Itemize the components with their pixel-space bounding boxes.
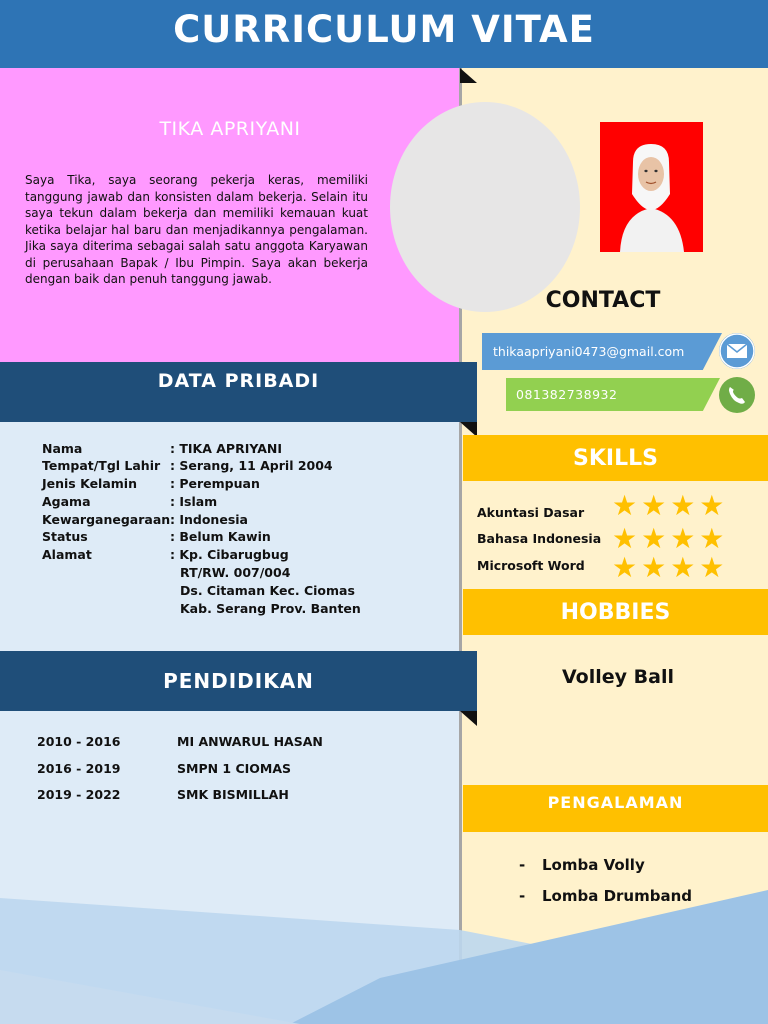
personal-data-label: Agama [42, 494, 91, 509]
list-dash: - [519, 887, 526, 905]
education-school: SMK BISMILLAH [177, 787, 289, 802]
address-line: Kab. Serang Prov. Banten [180, 601, 361, 616]
data-pribadi-title: DATA PRIBADI [157, 370, 320, 392]
hobby-item: Volley Ball [562, 666, 674, 688]
star-rating-icon: ★★★★ [612, 522, 729, 555]
education-years: 2019 - 2022 [37, 787, 121, 802]
skill-name: Akuntasi Dasar [477, 505, 585, 520]
profile-summary: Saya Tika, saya seorang pekerja keras, memiliki tanggung jawab dan konsisten dalam bekerja. Selain itu saya tekun dalam bekerja dan memiliki kemauan kuat ketika belajar hal baru dan menjadikannya pengalaman. Jika saya diterima sebagai salah satu anggota Karyawan di perusahaan Bapak / Ibu Pimpin. Saya akan bekerja dengan baik dan penuh tanggung jawab. [25, 173, 368, 286]
band-fold-corner [460, 711, 477, 726]
phone-icon [719, 377, 755, 413]
personal-data-label: Nama [42, 441, 83, 456]
pendidikan-title: PENDIDIKAN [163, 669, 314, 693]
education-years: 2016 - 2019 [37, 761, 121, 776]
personal-data-value: : Kp. Cibarugbug [170, 547, 289, 562]
education-years: 2010 - 2016 [37, 734, 121, 749]
list-dash: - [519, 856, 526, 874]
band-fold-corner [460, 68, 477, 83]
personal-data-label: Tempat/Tgl Lahir [42, 458, 161, 473]
experience-label: Lomba Drumband [542, 887, 693, 905]
star-rating-icon: ★★★★ [612, 551, 729, 584]
personal-data-label: Alamat [42, 547, 92, 562]
personal-data-label: Kewarganegaraan [42, 512, 171, 527]
pengalaman-title: PENGALAMAN [547, 793, 684, 812]
skills-title: SKILLS [573, 446, 658, 471]
profile-photo [600, 122, 703, 252]
personal-data-value: : Perempuan [170, 476, 260, 491]
star-rating-icon: ★★★★ [612, 489, 729, 522]
skill-name: Bahasa Indonesia [477, 531, 602, 546]
phone-number[interactable]: 081382738932 [516, 387, 618, 402]
address-line: RT/RW. 007/004 [180, 565, 291, 580]
personal-data-label: Jenis Kelamin [42, 476, 137, 491]
page-title: CURRICULUM VITAE [173, 8, 595, 51]
person-name: TIKA APRIYANI [159, 118, 301, 140]
envelope-icon [719, 333, 755, 369]
contact-title: CONTACT [545, 288, 661, 313]
bottom-decoration [0, 870, 768, 1024]
email-address[interactable]: thikaapriyani0473@gmail.com [493, 344, 685, 359]
address-line: Ds. Citaman Kec. Ciomas [180, 583, 355, 598]
personal-data-label: Status [42, 529, 88, 544]
personal-data-value: : TIKA APRIYANI [170, 441, 282, 456]
experience-label: Lomba Volly [542, 856, 645, 874]
education-school: MI ANWARUL HASAN [177, 734, 323, 749]
personal-data-value: : Indonesia [170, 512, 248, 527]
personal-data-value: : Serang, 11 April 2004 [170, 458, 333, 473]
education-school: SMPN 1 CIOMAS [177, 761, 292, 776]
profile-photo-illustration [600, 122, 703, 252]
personal-data-value: : Islam [170, 494, 218, 509]
skill-name: Microsoft Word [477, 558, 585, 573]
personal-data-value: : Belum Kawin [170, 529, 271, 544]
hobbies-title: HOBBIES [560, 600, 671, 625]
decorative-circle [390, 102, 580, 312]
